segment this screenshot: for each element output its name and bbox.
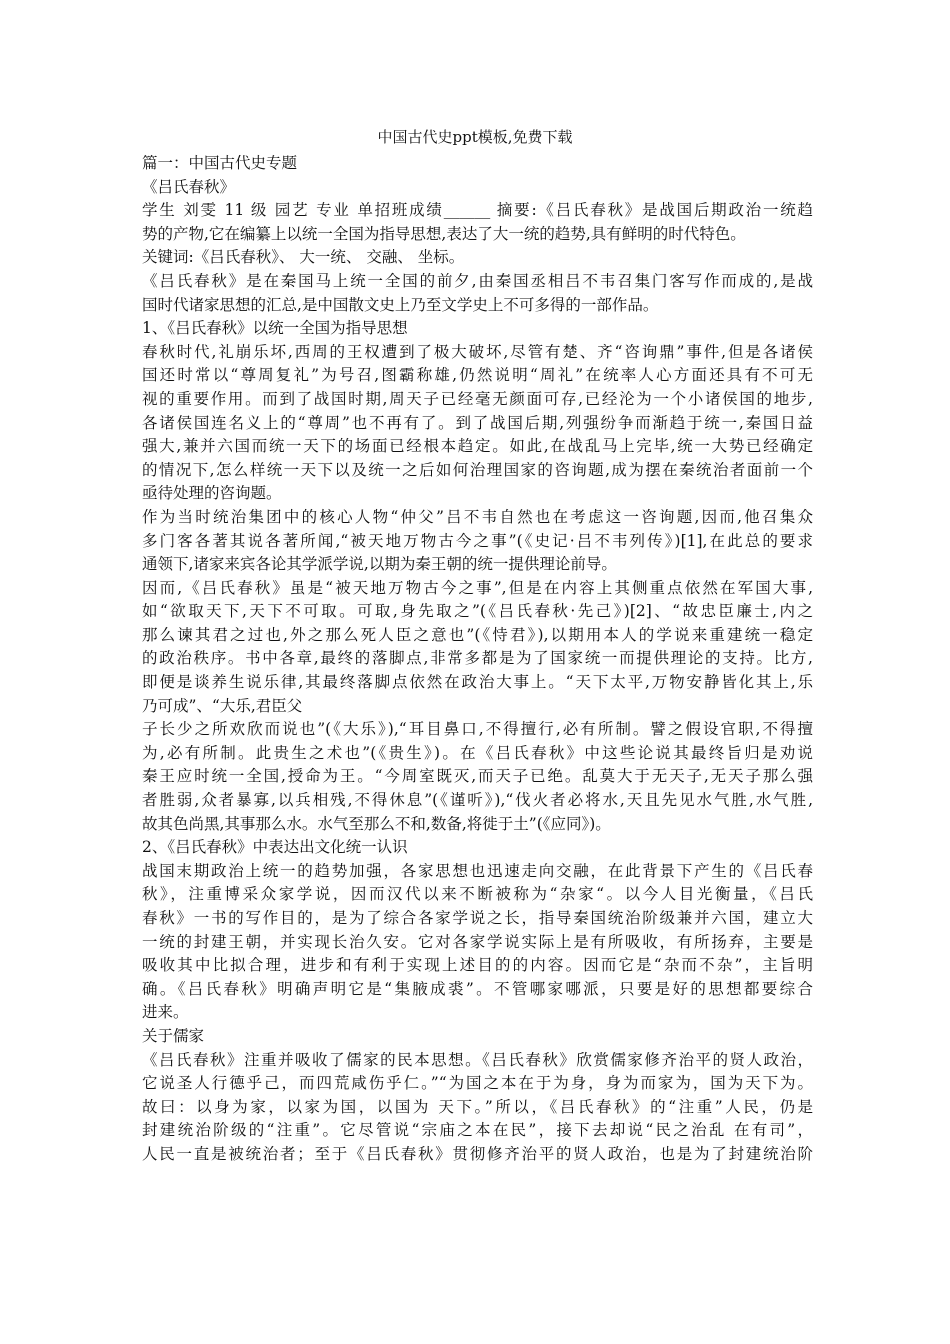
- body-line: 故其色尚黑,其事那么水。水气至那么不和,数备,将徙于土”(《应同》)。: [142, 814, 611, 833]
- body-line: 多门客各著其说各著所闻,“被天地万物古今之事”(《史记·吕不韦列传》)[1],在此总的要求: [142, 531, 813, 550]
- body-line: 各诸侯国连名义上的“尊周”也不再有了。到了战国后期,列强纷争而渐趋于统一,秦国日益: [142, 413, 813, 432]
- body-line: 秋》，注重博采众家学说，因而汉代以来不断被称为“杂家“。以今人目光衡量，《吕氏: [142, 885, 813, 904]
- body-line: 秦王应时统一全国,授命为王。“今周室既灭,而天子已绝。乱莫大于无天子,无天子那么强: [142, 767, 813, 786]
- body-line: 战国末期政治上统一的趋势加强，各家思想也迅速走向交融，在此背景下产生的《吕氏春: [142, 861, 813, 880]
- body-line: 势的产物,它在编纂上以统一全国为指导思想,表达了大一统的趋势,具有鲜明的时代特色。: [142, 224, 746, 243]
- body-line: 学生 刘雯 11 级 园艺 专业 单招班成绩______ 摘要:《吕氏春秋》是战国后期政治一统趋: [142, 201, 813, 220]
- document-body: [142, 152, 813, 1167]
- body-line: 视的重要作用。而到了战国时期,周天子已经毫无颜面可存,已经沦为一个小诸侯国的地步,: [142, 389, 813, 408]
- body-line: 乃可成”、“大乐,君臣父: [142, 696, 303, 715]
- body-line: 国还时常以“尊周复礼”为号召,图霸称雄,仍然说明“周礼”在统率人心方面还具有不可无: [142, 366, 813, 385]
- body-line: 亟待处理的咨询题。: [142, 484, 282, 503]
- body-line: 《吕氏春秋》注重并吸收了儒家的民本思想。《吕氏春秋》欣赏儒家修齐治平的贤人政治，: [142, 1050, 813, 1069]
- body-line: 1、《吕氏春秋》以统一全国为指导思想: [142, 319, 408, 338]
- body-line: 封建统治阶级的“注重”。它尽管说“宗庙之本在民”，接下去却说“民之治乱 在有司”，: [142, 1121, 813, 1140]
- body-line: 者胜弱,众者暴寡,以兵相残,不得休息”(《谨听》),“伐火者必将水,天且先见水气胜,水气胜,: [142, 791, 813, 810]
- body-line: 作为当时统治集团中的核心人物“仲父”吕不韦自然也在考虑这一咨询题,因而,他召集众: [142, 507, 813, 526]
- body-line: 确。《吕氏春秋》明确声明它是“集腋成裘”。不管哪家哪派，只要是好的思想都要综合: [142, 979, 813, 998]
- body-line: 春秋时代,礼崩乐坏,西周的王权遭到了极大破坏,尽管有楚、齐“咨询鼎”事件,但是各诸侯: [142, 342, 813, 361]
- body-line: 国时代诸家思想的汇总,是中国散文史上乃至文学史上不可多得的一部作品。: [142, 295, 659, 314]
- body-line: 即便是谈养生说乐律,其最终落脚点依然在政治大事上。“天下太平,万物安静皆化其上,乐: [142, 673, 813, 692]
- body-line: 篇一：中国古代史专题: [142, 154, 298, 172]
- body-line: 吸收其中比拟合理，进步和有利于实现上述目的的内容。因而它是“杂而不杂”，主旨明: [142, 956, 813, 975]
- body-line: 故曰：以身为家，以家为国，以国为 天下。”所以，《吕氏春秋》的“注重”人民，仍是: [142, 1097, 813, 1116]
- body-line: 强大,兼并六国而统一天下的场面已经根本趋定。如此,在战乱马上完毕,统一大势已经确定: [142, 437, 813, 456]
- document-title: 中国古代史ppt模板,免费下载: [377, 128, 573, 146]
- body-line: 它说圣人行德乎己，而四荒咸伤乎仁。”“为国之本在于为身，身为而家为，国为天下为。: [142, 1074, 813, 1093]
- body-line: 《吕氏春秋》是在秦国马上统一全国的前夕,由秦国丞相吕不韦召集门客写作而成的,是战: [142, 271, 813, 290]
- body-line: 因而,《吕氏春秋》虽是“被天地万物古今之事”,但是在内容上其侧重点依然在军国大事,: [142, 578, 813, 597]
- body-line: 一统的封建王朝，并实现长治久安。它对各家学说实际上是有所吸收，有所扬弃，主要是: [142, 932, 813, 951]
- body-line: 子长少之所欢欣而说也”(《大乐》),“耳目鼻口,不得擅行,必有所制。譬之假设官职,不得擅: [142, 720, 813, 739]
- body-line: 春秋》一书的写作目的，是为了综合各家学说之长，指导秦国统治阶级兼并六国，建立大: [142, 909, 813, 927]
- body-line: 通领下,诸家来宾各论其学派学说,以期为秦王朝的统一提供理论前导。: [142, 555, 617, 574]
- body-line: 关键词:《吕氏春秋》、 大一统、 交融、 坐标。: [142, 248, 465, 267]
- body-line: 的情况下,怎么样统一天下以及统一之后如何治理国家的咨询题,成为摆在秦统治者面前一个: [142, 460, 813, 479]
- body-line: 2、《吕氏春秋》中表达出文化统一认识: [142, 838, 408, 857]
- body-line: 的政治秩序。书中各章,最终的落脚点,非常多都是为了国家统一而提供理论的支持。比方,: [142, 649, 813, 668]
- body-line: 如“欲取天下,天下不可取。可取,身先取之”(《吕氏春秋·先己》)[2]、“故忠臣廉士,内之: [142, 602, 813, 621]
- body-line: 那么谏其君之过也,外之那么死人臣之意也”(《恃君》),以期用本人的学说来重建统一稳定: [142, 625, 813, 644]
- body-line: 《吕氏春秋》: [142, 177, 236, 196]
- body-line: 人民一直是被统治者；至于《吕氏春秋》贯彻修齐治平的贤人政治，也是为了封建统治阶: [142, 1144, 813, 1163]
- body-line: 为,必有所制。此贵生之术也”(《贵生》)。在《吕氏春秋》中这些论说其最终旨归是劝说: [142, 743, 813, 762]
- body-line: 关于儒家: [142, 1026, 205, 1045]
- body-line: 进来。: [142, 1003, 189, 1022]
